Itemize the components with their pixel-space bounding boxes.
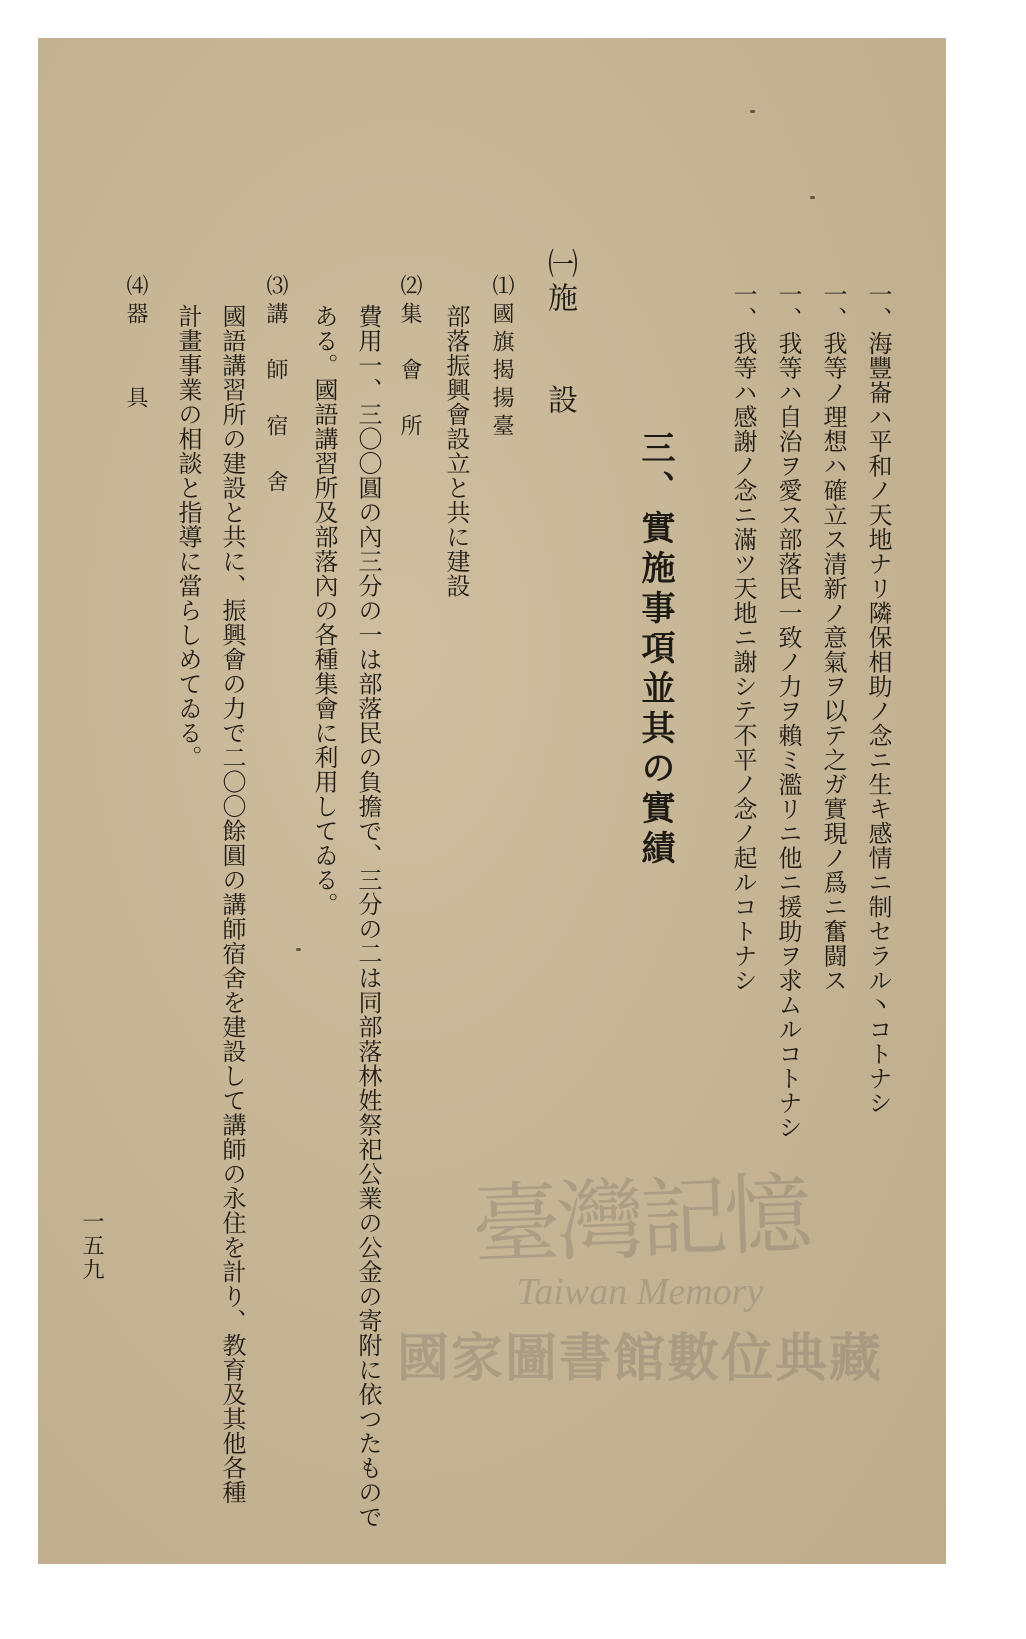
watermark — [380, 1150, 900, 1420]
paper-speck — [296, 948, 301, 951]
item-3-line-1: 國語講習所の建設と共に、振興會の力で二〇〇餘圓の講師宿舍を建設して講師の永住を計り、教育及其他各種 — [218, 304, 246, 1505]
oath-line-4: 一、我等ハ感謝ノ念ニ滿ツ天地ニ謝シテ不平ノ念ノ起ルコトナシ — [729, 282, 757, 993]
chapter-heading: 三、實施事項並其の實績 — [635, 430, 675, 870]
oath-line-3: 一、我等ハ自治ヲ愛ス部落民一致ノ力ヲ賴ミ濫リニ他ニ援助ヲ求ムルコトナシ — [774, 282, 802, 1140]
item-1-line-1: 部落振興會設立と共に建設 — [442, 304, 470, 598]
paper-speck — [750, 110, 755, 113]
item-2-line-1: 費用一、三〇〇圓の內三分の一は部落民の負擔で、三分の二は同部落林姓祭祀公業の公金の寄附に依つたもので — [354, 304, 382, 1529]
watermark-english: Taiwan Memory — [516, 1271, 764, 1313]
item-2-line-2: ある。國語講習所及部落內の各種集會に利用してゐる。 — [310, 304, 338, 917]
oath-line-1: 一、海豐崙ハ平和ノ天地ナリ隣保相助ノ念ニ生キ感情ニ制セラル丶コトナシ — [864, 282, 892, 1115]
watermark-logo-text: 臺灣記憶 — [470, 1162, 810, 1277]
item-1-label: ⑴國旗揭揚臺 — [489, 274, 514, 442]
item-4-label: ⑷器 具 — [123, 274, 148, 414]
item-2-label: ⑵集 會 所 — [397, 274, 422, 442]
section-heading: ㈠施 設 — [542, 248, 577, 418]
page-number: 一五九 — [79, 1210, 104, 1282]
item-3-label: ⑶講 師 宿 舍 — [263, 274, 288, 498]
paper-speck — [810, 196, 815, 199]
oath-line-2: 一、我等ノ理想ハ確立ス清新ノ意氣ヲ以テ之ガ實現ノ爲ニ奮闘ス — [819, 282, 847, 993]
watermark-subtitle: 國家圖書館數位典藏 — [396, 1329, 883, 1389]
item-3-line-2: 計畫事業の相談と指導に當らしめてゐる。 — [174, 304, 202, 770]
